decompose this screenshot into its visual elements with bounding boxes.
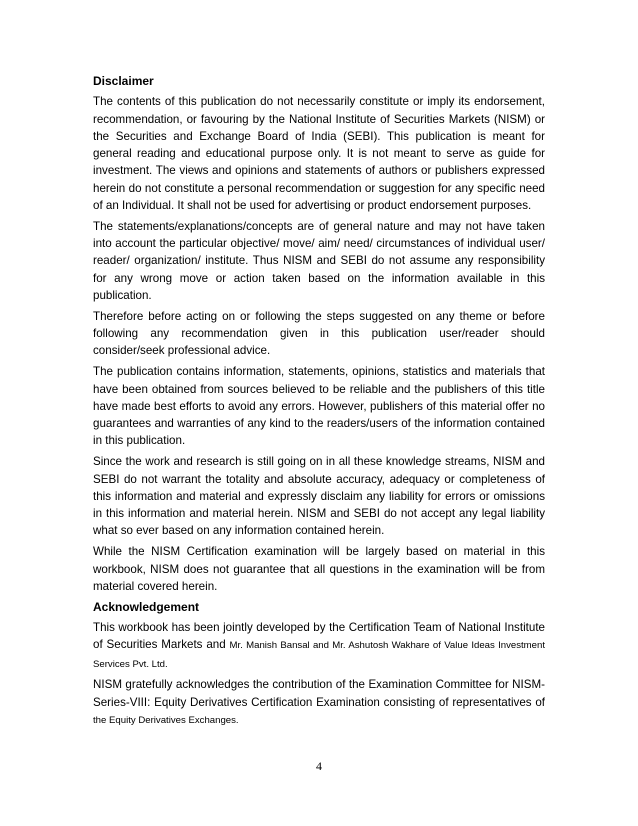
acknowledgement-exchanges: the Equity Derivatives Exchanges.: [93, 714, 239, 726]
disclaimer-paragraph: Since the work and research is still going on in all these knowledge streams, NISM and SEBI do not warrant the totality and absolute accuracy, adequacy or completeness of this information and material and expressly disclaim any liability for errors or omissions in this information and material herein. NISM and SEBI do not accept any legal liability what so ever based on any information contained herein.: [93, 455, 545, 538]
disclaimer-paragraph: The contents of this publication do not necessarily constitute or imply its endorsement, recommendation, or favouring by the National Institute of Securities Markets (NISM) or the Securities and Exchange Board of India (SEBI). This publication is meant for general reading and educational purpose only. It is not meant to serve as guide for investment. The views and opinions and statements of authors or publishers expressed herein do not constitute a personal recommendation or suggestion for any specific need of an Individual. It shall not be used for advertising or product endorsement purposes.: [93, 95, 545, 213]
acknowledgement-text: This workbook has been jointly developed by the Certification Team of National Institute of Securities Markets and: [93, 620, 545, 652]
acknowledgement-paragraph: [93, 619, 545, 673]
disclaimer-paragraph: Therefore before acting on or following the steps suggested on any theme or before following any recommendation given in this publication user/reader should consider/seek professional advice.: [93, 309, 545, 358]
acknowledgement-contributors: Mr. Manish Bansal and Mr. Ashutosh Wakhare of Value Ideas Investment Services Pvt. Ltd.: [93, 640, 545, 670]
disclaimer-paragraph: While the NISM Certification examination will be largely based on material in this workbook, NISM does not guarantee that all questions in the examination will be from material covered herein.: [93, 545, 545, 593]
acknowledgement-heading: Acknowledgement: [93, 599, 200, 614]
acknowledgement-paragraph: [93, 676, 545, 729]
disclaimer-paragraph: The statements/explanations/concepts are of general nature and may not have taken into account the particular objective/ move/ aim/ need/ circumstances of individual user/ reader/ organization/ institute. Thus NISM and SEBI do not assume any responsibility for any wrong move or action taken based on the information available in this publication.: [93, 219, 545, 303]
acknowledgement-text: NISM gratefully acknowledges the contribution of the Examination Committee for NISM-Series-VIII: Equity Derivatives Certification Examination consisting of representatives of: [93, 678, 545, 709]
disclaimer-heading: Disclaimer: [93, 74, 154, 88]
page-content: [93, 73, 545, 733]
page-number: 4: [316, 759, 322, 773]
disclaimer-paragraph: The publication contains information, statements, opinions, statistics and materials that have been obtained from sources believed to be reliable and the publishers of this title have made best efforts to avoid any errors. However, publishers of this material offer no guarantees and warranties of any kind to the readers/users of the information contained in this publication.: [93, 365, 545, 448]
